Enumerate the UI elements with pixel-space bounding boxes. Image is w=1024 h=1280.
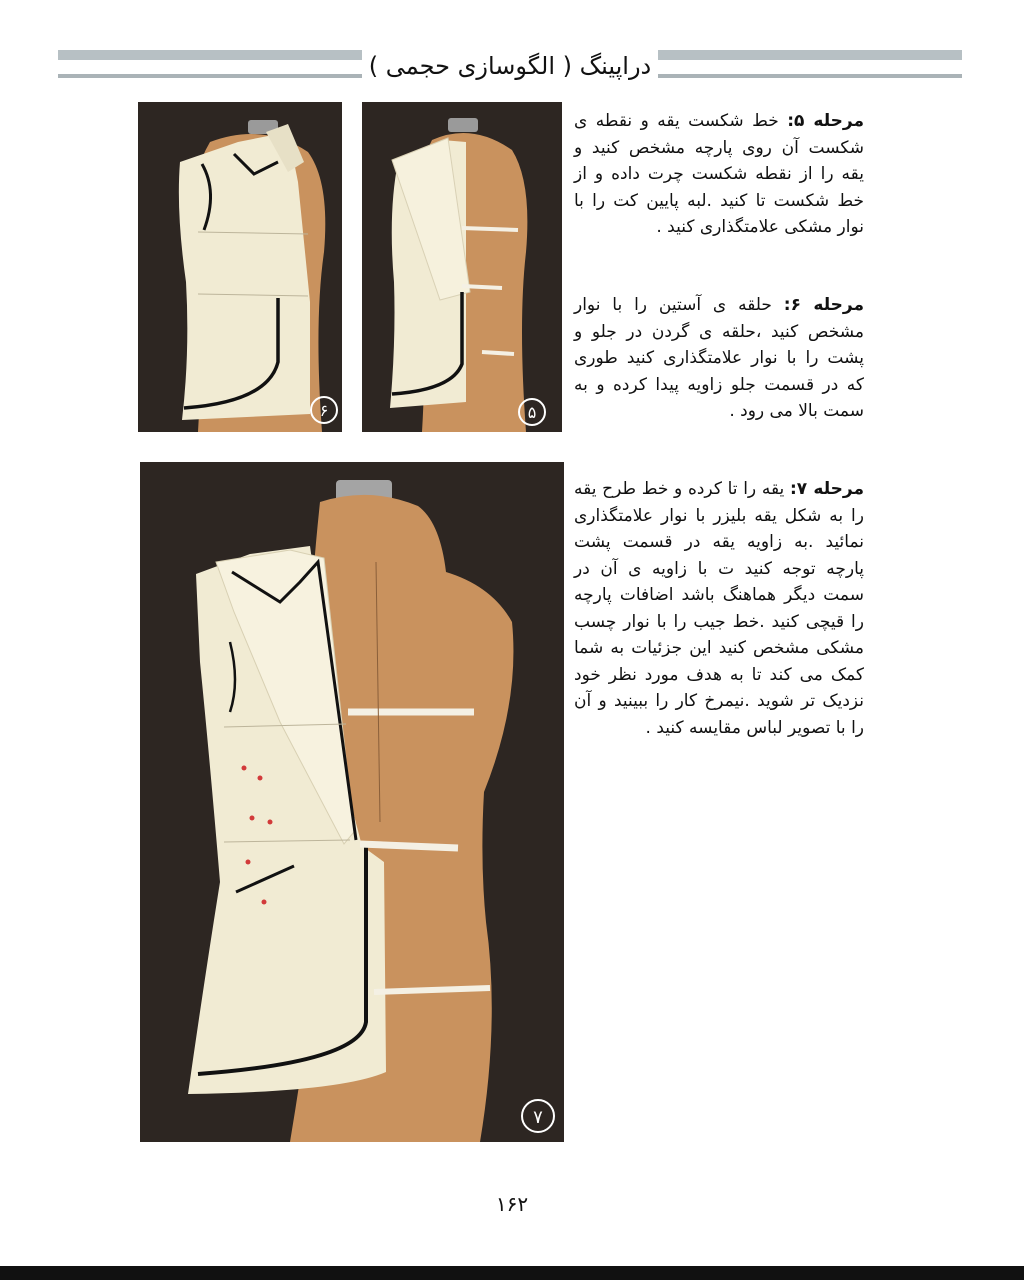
page-number: ۱۶۲	[495, 1192, 529, 1216]
step-5-heading: مرحله ۵:	[787, 111, 864, 131]
step-7-text: یقه را تا کرده و خط طرح یقه را به شکل یقه بلیزر با نوار علامتگذاری نمائید .به زاویه یقه در قسمت پشت پارچه توجه کنید ت با زاویه ی آن در سمت دیگر هماهنگ باشد اضافات پارچه را قیچی کنید .خط جیب را با نوار چسب مشکی مشخص کنید این جزئیات به شما کمک می کند تا به هدف مورد نظر خود نزدیک تر شوید .نیمرخ کار را ببینید و آن را با تصویر لباس مقایسه کنید .	[574, 479, 864, 738]
photo-label-6: ۶	[319, 401, 329, 420]
header-rule-left-thin	[58, 74, 362, 78]
step-6-text: حلقه ی آستین را با نوار مشخص کنید ،حلقه ی گردن در جلو و پشت را با نوار علامتگذاری کنید طوری که در قسمت جلو زاویه پیدا کرده و به سمت بالا می رود .	[574, 295, 864, 421]
header-rule-right-thin	[658, 74, 962, 78]
step-6-heading: مرحله ۶:	[783, 295, 864, 315]
header-rule-right	[658, 50, 962, 60]
dress-form-image-6	[138, 102, 342, 432]
step-7-heading: مرحله ۷:	[789, 479, 864, 499]
photo-step-6	[138, 102, 342, 432]
dress-form-image-5	[362, 102, 562, 432]
photo-label-5: ۵	[527, 403, 537, 422]
photo-label-7: ۷	[533, 1107, 543, 1128]
dress-form-image-7	[140, 462, 564, 1142]
page-title: دراپینگ ( الگوسازی حجمی )	[362, 46, 658, 86]
step-7-paragraph	[574, 476, 864, 741]
photo-step-7	[140, 462, 564, 1142]
step-5-text: خط شکست یقه و نقطه ی شکست آن روی پارچه مشخص کنید و یقه را از نقطه شکست چرت داده و از خط شکست تا کنید .لبه پایین کت را با نوار مشکی علامتگذاری کنید .	[574, 111, 864, 237]
step-6-paragraph	[574, 292, 864, 425]
header-rule-left	[58, 50, 362, 60]
bottom-bar	[0, 1266, 1024, 1280]
photo-step-5	[362, 102, 562, 432]
step-5-paragraph	[574, 108, 864, 241]
